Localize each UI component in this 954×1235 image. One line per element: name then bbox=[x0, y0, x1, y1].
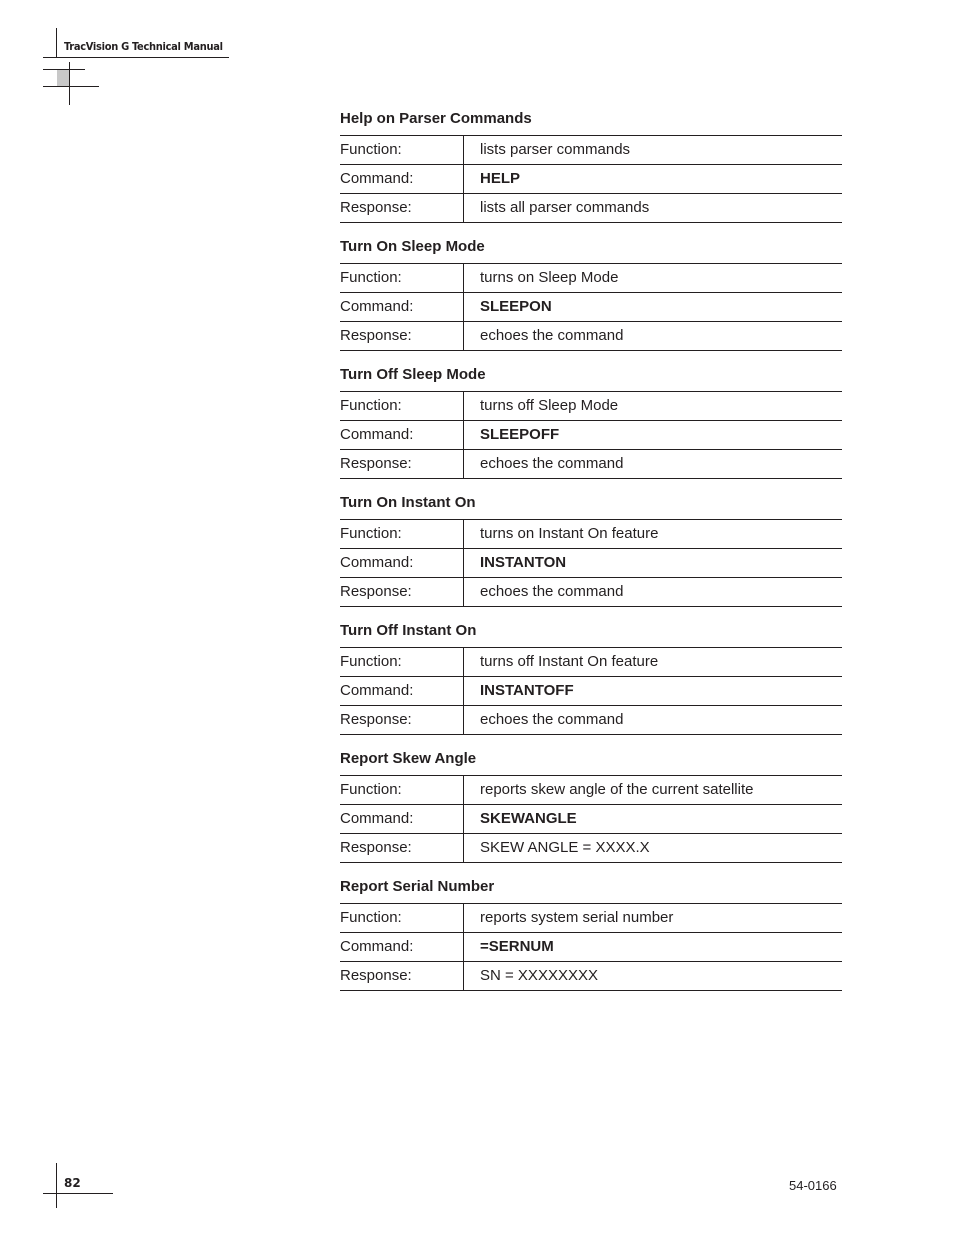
command-row bbox=[340, 293, 842, 322]
command-label: Command: bbox=[340, 933, 464, 961]
command-section bbox=[340, 110, 842, 238]
crop-mark-cross-horizontal-2 bbox=[43, 86, 99, 87]
command-section bbox=[340, 878, 842, 1006]
response-label: Response: bbox=[340, 194, 464, 222]
crop-mark-top-rule bbox=[43, 57, 229, 58]
section-title: Turn On Sleep Mode bbox=[340, 238, 485, 255]
command-value: SKEWANGLE bbox=[480, 810, 577, 827]
command-label: Command: bbox=[340, 677, 464, 705]
command-value: HELP bbox=[480, 170, 521, 187]
command-value: =SERNUM bbox=[480, 938, 554, 955]
command-row bbox=[340, 165, 842, 194]
function-label: Function: bbox=[340, 648, 464, 676]
command-row bbox=[340, 677, 842, 706]
response-value: echoes the command bbox=[480, 455, 624, 472]
function-value: turns on Instant On feature bbox=[480, 525, 659, 542]
command-label: Command: bbox=[340, 421, 464, 449]
command-table bbox=[340, 391, 842, 479]
function-label: Function: bbox=[340, 264, 464, 292]
response-row bbox=[340, 450, 842, 479]
response-value: SN = XXXXXXXX bbox=[480, 967, 598, 984]
response-row bbox=[340, 962, 842, 991]
function-value: reports system serial number bbox=[480, 909, 674, 926]
section-title: Turn Off Sleep Mode bbox=[340, 366, 486, 383]
command-sections bbox=[340, 110, 842, 1006]
command-table bbox=[340, 775, 842, 863]
response-value: SKEW ANGLE = XXXX.X bbox=[480, 839, 650, 856]
response-label: Response: bbox=[340, 578, 464, 606]
crop-mark-top-vertical bbox=[56, 28, 57, 58]
command-section bbox=[340, 238, 842, 366]
command-section bbox=[340, 494, 842, 622]
response-value: lists all parser commands bbox=[480, 199, 650, 216]
page-number: 82 bbox=[64, 1176, 81, 1190]
response-row bbox=[340, 194, 842, 223]
crop-mark-cross-vertical bbox=[69, 62, 70, 105]
command-row bbox=[340, 933, 842, 962]
command-row bbox=[340, 549, 842, 578]
function-value: reports skew angle of the current satellite bbox=[480, 781, 754, 798]
response-row bbox=[340, 706, 842, 735]
function-label: Function: bbox=[340, 904, 464, 932]
function-row bbox=[340, 392, 842, 421]
command-section bbox=[340, 366, 842, 494]
command-table bbox=[340, 263, 842, 351]
response-row bbox=[340, 322, 842, 351]
command-value: INSTANTON bbox=[480, 554, 567, 571]
command-table bbox=[340, 519, 842, 607]
command-table bbox=[340, 903, 842, 991]
function-row bbox=[340, 264, 842, 293]
section-title: Report Serial Number bbox=[340, 878, 495, 895]
command-section bbox=[340, 750, 842, 878]
document-number: 54-0166 bbox=[789, 1178, 837, 1193]
command-value: SLEEPOFF bbox=[480, 426, 560, 443]
response-label: Response: bbox=[340, 450, 464, 478]
response-value: echoes the command bbox=[480, 583, 624, 600]
function-label: Function: bbox=[340, 136, 464, 164]
command-label: Command: bbox=[340, 805, 464, 833]
function-row bbox=[340, 136, 842, 165]
function-row bbox=[340, 648, 842, 677]
command-row bbox=[340, 805, 842, 834]
function-label: Function: bbox=[340, 776, 464, 804]
response-value: echoes the command bbox=[480, 711, 624, 728]
section-title: Help on Parser Commands bbox=[340, 110, 532, 127]
command-value: SLEEPON bbox=[480, 298, 552, 315]
function-value: turns off Instant On feature bbox=[480, 653, 659, 670]
response-label: Response: bbox=[340, 962, 464, 990]
command-row bbox=[340, 421, 842, 450]
crop-mark-bottom-vertical bbox=[56, 1163, 57, 1208]
section-title: Report Skew Angle bbox=[340, 750, 477, 767]
command-table bbox=[340, 135, 842, 223]
response-row bbox=[340, 834, 842, 863]
command-label: Command: bbox=[340, 165, 464, 193]
function-value: turns off Sleep Mode bbox=[480, 397, 619, 414]
function-row bbox=[340, 904, 842, 933]
command-label: Command: bbox=[340, 549, 464, 577]
function-label: Function: bbox=[340, 392, 464, 420]
command-value: INSTANTOFF bbox=[480, 682, 574, 699]
function-row bbox=[340, 520, 842, 549]
command-table bbox=[340, 647, 842, 735]
command-label: Command: bbox=[340, 293, 464, 321]
function-label: Function: bbox=[340, 520, 464, 548]
response-label: Response: bbox=[340, 834, 464, 862]
crop-mark-cross-horizontal-1 bbox=[43, 69, 85, 70]
running-header: TracVision G Technical Manual bbox=[64, 40, 223, 53]
response-value: echoes the command bbox=[480, 327, 624, 344]
function-value: turns on Sleep Mode bbox=[480, 269, 619, 286]
crop-mark-bottom-rule bbox=[43, 1193, 113, 1194]
response-label: Response: bbox=[340, 322, 464, 350]
function-value: lists parser commands bbox=[480, 141, 631, 158]
section-title: Turn On Instant On bbox=[340, 494, 476, 511]
function-row bbox=[340, 776, 842, 805]
response-label: Response: bbox=[340, 706, 464, 734]
command-section bbox=[340, 622, 842, 750]
section-title: Turn Off Instant On bbox=[340, 622, 477, 639]
response-row bbox=[340, 578, 842, 607]
